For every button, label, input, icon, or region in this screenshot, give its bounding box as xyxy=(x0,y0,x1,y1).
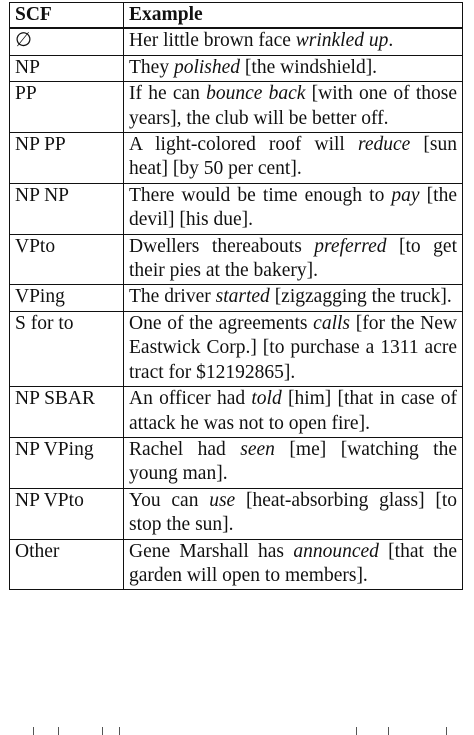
example-text: [to get their pies at the bakery]. xyxy=(129,235,457,282)
example-sentence xyxy=(124,437,463,488)
scf-label: VPing xyxy=(10,285,124,311)
table-row xyxy=(10,539,463,590)
example-text: [with one of those years], the club will be better off. xyxy=(129,83,458,129)
scf-label: Other xyxy=(10,539,124,590)
example-verb: calls xyxy=(313,312,351,334)
example-text: [heat-absorbing glass] [to stop the sun]. xyxy=(129,489,457,536)
example-sentence xyxy=(124,285,463,311)
example-text: An officer had xyxy=(129,388,252,410)
example-text: Rachel had xyxy=(129,438,241,460)
scf-label: ∅ xyxy=(10,28,124,55)
example-text: If he can xyxy=(129,83,207,105)
example-text: You can xyxy=(129,489,210,511)
example-verb: preferred xyxy=(314,235,387,257)
example-text: [the devil] [his due]. xyxy=(129,184,457,231)
example-sentence xyxy=(124,28,463,55)
scf-example-table xyxy=(9,2,463,590)
example-text: Dwellers thereabouts xyxy=(129,235,315,257)
example-text: They xyxy=(129,56,174,78)
example-text: [me] [watching the young man]. xyxy=(129,438,458,485)
table-body xyxy=(10,28,463,589)
glyph-fragment xyxy=(356,727,357,735)
example-verb: announced xyxy=(293,540,379,562)
example-text: Her little brown face xyxy=(129,30,296,52)
example-sentence xyxy=(124,55,463,81)
scf-label: VPto xyxy=(10,234,124,285)
example-text: The driver xyxy=(129,286,216,308)
example-verb: use xyxy=(209,489,236,511)
example-text: [him] [that in case of attack he was not to open fire]. xyxy=(129,388,457,434)
example-text: . xyxy=(388,30,394,52)
scf-label: NP NP xyxy=(10,183,124,234)
scf-label: S for to xyxy=(10,311,124,386)
table-row xyxy=(10,488,463,539)
cropped-next-line-fragment xyxy=(0,724,474,735)
glyph-fragment xyxy=(388,727,389,735)
example-sentence xyxy=(124,539,463,590)
table-row xyxy=(10,133,463,184)
table-row xyxy=(10,28,463,55)
example-text: A light-colored roof will xyxy=(129,134,358,156)
example-sentence xyxy=(124,488,463,539)
scf-label: PP xyxy=(10,82,124,133)
example-sentence xyxy=(124,234,463,285)
column-header-example: Example xyxy=(124,3,463,29)
scf-label: NP PP xyxy=(10,133,124,184)
example-verb: seen xyxy=(240,438,275,460)
example-text: [that the garden will open to members]. xyxy=(129,540,458,586)
example-verb: told xyxy=(251,388,282,410)
table-header-row xyxy=(10,3,463,29)
glyph-fragment xyxy=(446,727,447,735)
example-text: There would be time enough to xyxy=(129,184,392,206)
glyph-fragment xyxy=(58,727,59,735)
example-verb: bounce back xyxy=(206,83,306,105)
glyph-fragment xyxy=(33,727,34,735)
scf-label: NP VPto xyxy=(10,488,124,539)
glyph-fragment xyxy=(102,727,103,735)
table-row xyxy=(10,285,463,311)
example-sentence xyxy=(124,133,463,184)
scf-label: NP xyxy=(10,55,124,81)
example-text: [the windshield]. xyxy=(240,56,378,78)
example-text: One of the agreements xyxy=(129,312,314,334)
example-verb: wrinkled up xyxy=(295,30,389,52)
example-text: [for the New Eastwick Corp.] [to purchase a 1311 acre tract for $12192865]. xyxy=(129,312,458,383)
table-row xyxy=(10,311,463,386)
scf-label: NP SBAR xyxy=(10,387,124,438)
glyph-fragment xyxy=(119,727,120,735)
column-header-scf: SCF xyxy=(10,3,124,29)
example-text: Gene Marshall has xyxy=(129,540,294,562)
example-verb: polished xyxy=(173,56,241,78)
table-row xyxy=(10,82,463,133)
table-row xyxy=(10,437,463,488)
table-row xyxy=(10,387,463,438)
example-sentence xyxy=(124,311,463,386)
example-verb: started xyxy=(215,286,270,308)
example-sentence xyxy=(124,183,463,234)
example-verb: reduce xyxy=(357,134,411,156)
example-verb: pay xyxy=(391,184,420,206)
example-sentence xyxy=(124,82,463,133)
example-sentence xyxy=(124,387,463,438)
table-row xyxy=(10,234,463,285)
scf-label: NP VPing xyxy=(10,437,124,488)
table-row xyxy=(10,55,463,81)
example-text: [zigzagging the truck]. xyxy=(269,286,452,308)
example-text: [sun heat] [by 50 per cent]. xyxy=(129,134,457,180)
table-row xyxy=(10,183,463,234)
